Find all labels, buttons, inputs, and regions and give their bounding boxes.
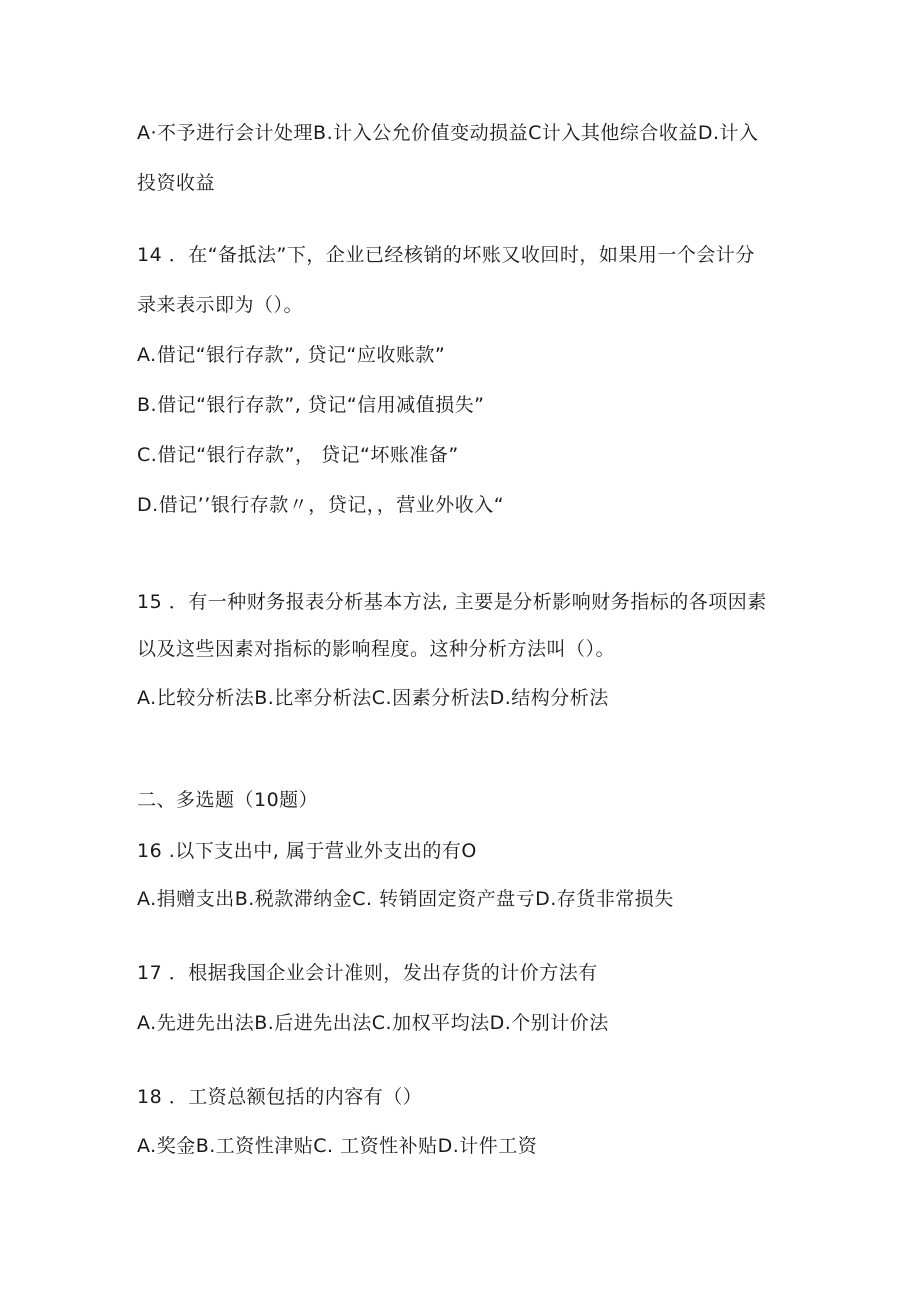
question-18-options: A.奖金B.工资性津贴C. 工资性补贴D.计件工资 [137,1135,538,1157]
question-14-option-d: D.借记’’银行存款〃，贷记，，营业外收入“ [137,494,505,516]
question-15-options: A.比较分析法B.比率分析法C.因素分析法D.结构分析法 [137,687,609,709]
question-14-option-c: C.借记“银行存款”， 贷记“坏账准备” [137,444,459,466]
question-14-option-a: A.借记“银行存款”, 贷记“应收账款” [137,344,446,366]
question-17-stem: 17 ．根据我国企业会计准则，发出存货的计价方法有 [137,962,598,984]
question-18-stem: 18 ．工资总额包括的内容有（） [137,1086,423,1108]
question-14-option-b: B.借记“银行存款”, 贷记“信用减值损失” [137,394,485,416]
question-14-stem-line-2: 录来表示即为（）。 [137,294,304,316]
question-17-options: A.先进先出法B.后进先出法C.加权平均法D.个别计价法 [137,1012,609,1034]
question-14-stem-line-1: 14 ．在“备抵法”下，企业已经核销的坏账又收回时，如果用一个会计分 [137,244,755,266]
question-15-stem-line-1: 15 ．有一种财务报表分析基本方法, 主要是分析影响财务指标的各项因素 [137,591,767,613]
section-2-heading: 二、多选题（10题） [137,789,319,811]
question-16-options: A.捐赠支出B.税款滞纳金C. 转销固定资产盘亏D.存货非常损失 [137,888,674,910]
question-13-options-line-2: 投资收益 [137,172,216,194]
question-15-stem-line-2: 以及这些因素对指标的影响程度。这种分析方法叫（）。 [137,638,616,660]
question-13-options-line-1: A·不予进行会计处理B.计入公允价值变动损益C计入其他综合收益D.计入 [137,122,759,144]
question-16-stem: 16 .以下支出中, 属于营业外支出的有O [137,840,477,862]
